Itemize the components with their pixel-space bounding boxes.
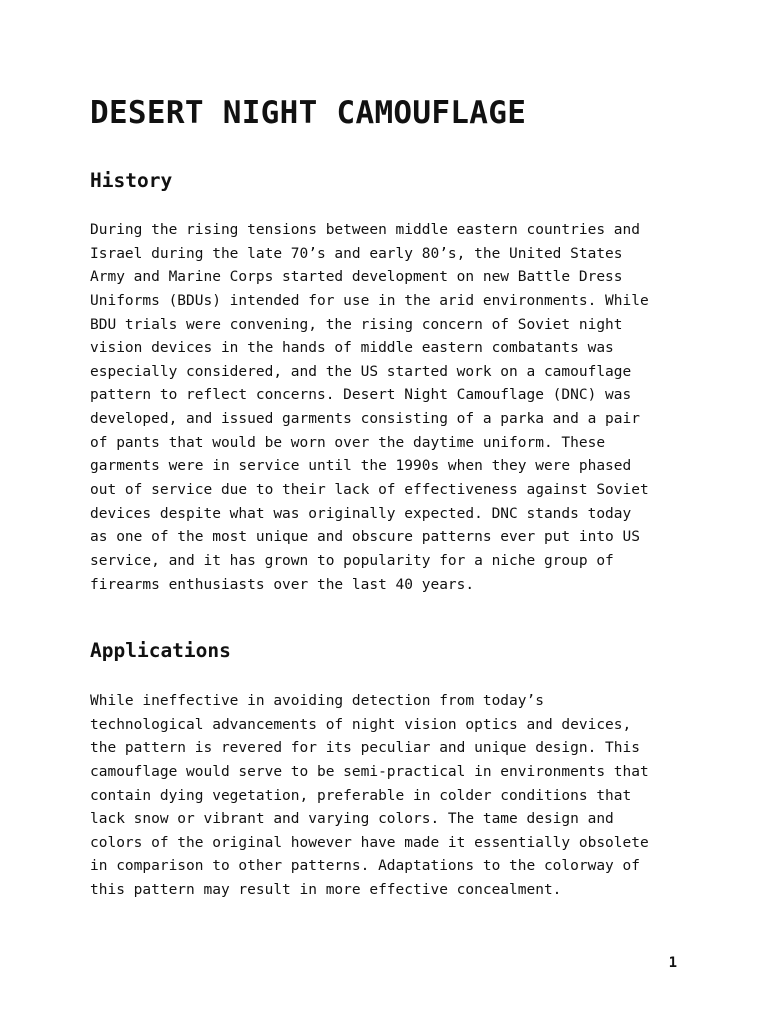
page-number: 1 [668, 955, 677, 971]
paragraph-line: Uniforms (BDUs) intended for use in the arid environments. While [90, 292, 649, 309]
applications-paragraph [90, 690, 690, 903]
paragraph-line: the pattern is revered for its peculiar and unique design. This [90, 740, 640, 757]
paragraph-line: technological advancements of night vision optics and devices, [90, 716, 632, 733]
paragraph-line: especially considered, and the US started work on a camouflage [90, 363, 632, 380]
paragraph-line: lack snow or vibrant and varying colors. The tame design and [90, 811, 614, 828]
paragraph-line: BDU trials were convening, the rising concern of Soviet night [90, 316, 623, 333]
paragraph-line: garments were in service until the 1990s when they were phased [90, 458, 632, 475]
paragraph-line: camouflage would serve to be semi-practical in environments that [90, 763, 649, 780]
paragraph-line: Army and Marine Corps started development on new Battle Dress [90, 269, 623, 286]
paragraph-line: pattern to reflect concerns. Desert Night Camouflage (DNC) was [90, 387, 632, 404]
paragraph-line: During the rising tensions between middle eastern countries and [90, 222, 640, 238]
paragraph-line: Israel during the late 70’s and early 80’s, the United States [90, 245, 623, 262]
paragraph-line: firearms enthusiasts over the last 40 years. [90, 576, 475, 593]
applications-heading: Applications [90, 639, 231, 662]
history-heading: History [90, 169, 173, 192]
paragraph-line: service, and it has grown to popularity for a niche group of [90, 552, 614, 569]
paragraph-line: out of service due to their lack of effectiveness against Soviet [90, 482, 649, 499]
paragraph-line: While ineffective in avoiding detection from today’s [90, 693, 544, 709]
paragraph-line: contain dying vegetation, preferable in colder conditions that [90, 787, 632, 804]
paragraph-line: developed, and issued garments consisting of a parka and a pair [90, 411, 640, 428]
paragraph-line: this pattern may result in more effective concealment. [90, 882, 562, 899]
paragraph-line: of pants that would be worn over the daytime uniform. These [90, 434, 606, 451]
paragraph-line: vision devices in the hands of middle eastern combatants was [90, 340, 614, 357]
paragraph-line: devices despite what was originally expected. DNC stands today [90, 505, 632, 522]
paragraph-line: in comparison to other patterns. Adaptations to the colorway of [90, 858, 640, 875]
document-title: DESERT NIGHT CAMOUFLAGE [90, 95, 527, 131]
history-paragraph [90, 219, 690, 597]
paragraph-line: colors of the original however have made it essentially obsolete [90, 834, 649, 851]
paragraph-line: as one of the most unique and obscure patterns ever put into US [90, 529, 640, 546]
